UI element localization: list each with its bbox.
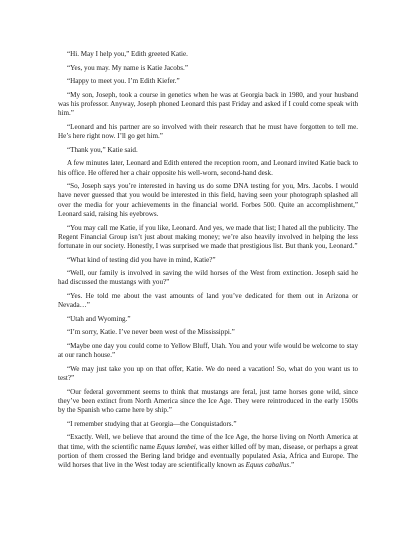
paragraph — [58, 388, 358, 416]
text-run: “Leonard and his partner are so involved with their research that he must have forgotten to tell me. He’s here right now. I’ll go get him.” — [58, 122, 358, 141]
text-run: “Thank you,” Katie said. — [67, 145, 138, 154]
paragraph — [58, 342, 358, 361]
text-run: “I remember studying that at Georgia—the Conquistadors.” — [67, 419, 237, 428]
book-page — [58, 50, 358, 470]
text-run: “We may just take you up on that offer, Katie. We do need a vacation! So, what do you want us to test?” — [58, 364, 358, 383]
text-run: “You may call me Katie, if you like, Leonard. And yes, we made that list; I hated all the publicity. The Regent Financial Group isn’t just about making money; we’re also heavily involved in helping the less fortunate in our society. Honestly, I was surprised we made that prestigious list. But thank you, Leonard.” — [58, 223, 358, 250]
paragraph — [58, 182, 358, 219]
paragraph — [58, 77, 358, 86]
paragraph — [58, 64, 358, 73]
paragraph — [58, 365, 358, 384]
text-run: “Happy to meet you. I’m Edith Kiefer.” — [67, 77, 180, 86]
text-run: “Maybe one day you could come to Yellow Bluff, Utah. You and your wife would be welcome to stay at our ranch house.” — [58, 342, 358, 360]
paragraph — [58, 315, 358, 324]
text-run: “Exactly. Well, we believe that around the time of the Ice Age, the horse living on North America at that time, with the scientific name — [58, 433, 358, 451]
text-run: A few minutes later, Leonard and Edith entered the reception room, and Leonard invited Katie back to his office. He offered her a chair opposite his well-worn, second-hand desk. — [58, 159, 358, 177]
paragraph — [58, 224, 358, 252]
italic-text: Equus lambei — [156, 442, 196, 451]
paragraph — [58, 146, 358, 155]
paragraph — [58, 91, 358, 119]
paragraph — [58, 292, 358, 311]
paragraph — [58, 159, 358, 178]
text-run: “Well, our family is involved in saving the wild horses of the West from extinction. Joseph said he had discussed the mustangs with you?” — [58, 269, 358, 287]
text-run: “My son, Joseph, took a course in genetics when he was at Georgia back in 1980, and your husband was his professor. Anyway, Joseph phoned Leonard this past Friday and asked if I could come speak with him.” — [58, 90, 358, 118]
paragraph — [58, 420, 358, 429]
text-run: .” — [289, 461, 295, 470]
text-run: “Yes. He told me about the vast amounts of land you’ve dedicated for them out in Arizona or Nevada…” — [58, 292, 358, 310]
text-run: “I’m sorry, Katie. I’ve never been west of the Mississippi.” — [67, 328, 235, 337]
text-run: “Yes, you may. My name is Katie Jacobs.” — [67, 63, 188, 72]
italic-text: Equus caballus — [245, 461, 290, 470]
text-run: , was either killed off by man, disease, or perhaps a great portion of them crossed the Bering land bridge and eventually populated Asia, Africa and Europe. The wild horses that live in the West today are scientifically known as — [58, 442, 358, 470]
text-run: “Our federal government seems to think that mustangs are feral, just tame horses gone wild, since they’ve been extinct from North America since the Ice Age. They were reintroduced in the early 1500s by the Spanish who came here by ship.” — [58, 387, 358, 415]
paragraph — [58, 269, 358, 288]
paragraph — [58, 256, 358, 265]
text-run: “Hi. May I help you,” Edith greeted Katie. — [67, 50, 188, 58]
paragraph — [58, 328, 358, 337]
paragraph — [58, 433, 358, 470]
paragraph — [58, 123, 358, 142]
text-run: “Utah and Wyoming.” — [67, 314, 131, 323]
paragraph — [58, 50, 358, 59]
text-run: “What kind of testing did you have in mind, Katie?” — [67, 255, 216, 264]
text-run: “So, Joseph says you’re interested in having us do some DNA testing for you, Mrs. Jacobs. I would have never guessed that you would be interested in this field, having seen your photograph splashed all over the media for your achievements in the financial world. Forbes 500. Quite an accomplishment,” Leonard said, raising his eyebrows. — [58, 182, 358, 218]
